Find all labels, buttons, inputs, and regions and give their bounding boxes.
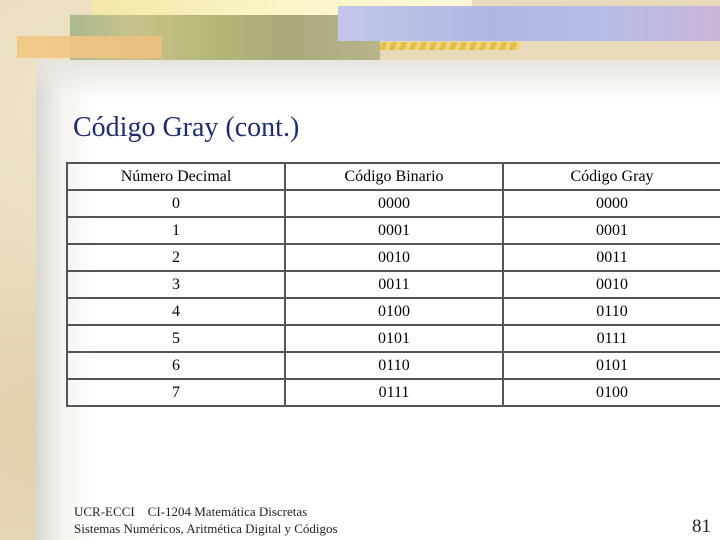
banner-accent: [17, 36, 162, 58]
cell-decimal: 4: [67, 298, 285, 325]
cell-binary: 0111: [285, 379, 503, 406]
cell-decimal: 5: [67, 325, 285, 352]
cell-decimal: 6: [67, 352, 285, 379]
cell-gray: 0001: [503, 217, 720, 244]
cell-gray: 0101: [503, 352, 720, 379]
cell-gray: 0000: [503, 190, 720, 217]
cell-decimal: 3: [67, 271, 285, 298]
cell-binary: 0000: [285, 190, 503, 217]
cell-binary: 0001: [285, 217, 503, 244]
footer-topic: Sistemas Numéricos, Aritmética Digital y Códigos: [74, 521, 338, 536]
table-row: [67, 244, 720, 271]
cell-binary: 0110: [285, 352, 503, 379]
table-row: [67, 325, 720, 352]
header-decimal: Número Decimal: [67, 163, 285, 190]
cell-decimal: 1: [67, 217, 285, 244]
header-binary: Código Binario: [285, 163, 503, 190]
table-row: [67, 352, 720, 379]
footer: [74, 503, 338, 537]
slide-shadow: [36, 60, 720, 100]
banner-gold-accent: [379, 42, 522, 50]
cell-gray: 0111: [503, 325, 720, 352]
table-row: [67, 271, 720, 298]
table-row: [67, 379, 720, 406]
cell-decimal: 7: [67, 379, 285, 406]
cell-binary: 0101: [285, 325, 503, 352]
cell-binary: 0011: [285, 271, 503, 298]
cell-gray: 0011: [503, 244, 720, 271]
slide-title: Código Gray (cont.): [73, 112, 300, 143]
cell-decimal: 0: [67, 190, 285, 217]
cell-gray: 0010: [503, 271, 720, 298]
page-number: 81: [692, 516, 711, 537]
cell-gray: 0110: [503, 298, 720, 325]
cell-gray: 0100: [503, 379, 720, 406]
table-row: [67, 298, 720, 325]
cell-binary: 0100: [285, 298, 503, 325]
cell-binary: 0010: [285, 244, 503, 271]
table-header-row: [67, 163, 720, 190]
header-gray: Código Gray: [503, 163, 720, 190]
table-row: [67, 190, 720, 217]
banner-flowers-image: [338, 6, 720, 41]
gray-code-table: [66, 162, 720, 407]
table-row: [67, 217, 720, 244]
footer-course: UCR-ECCI CI-1204 Matemática Discretas: [74, 504, 308, 519]
cell-decimal: 2: [67, 244, 285, 271]
